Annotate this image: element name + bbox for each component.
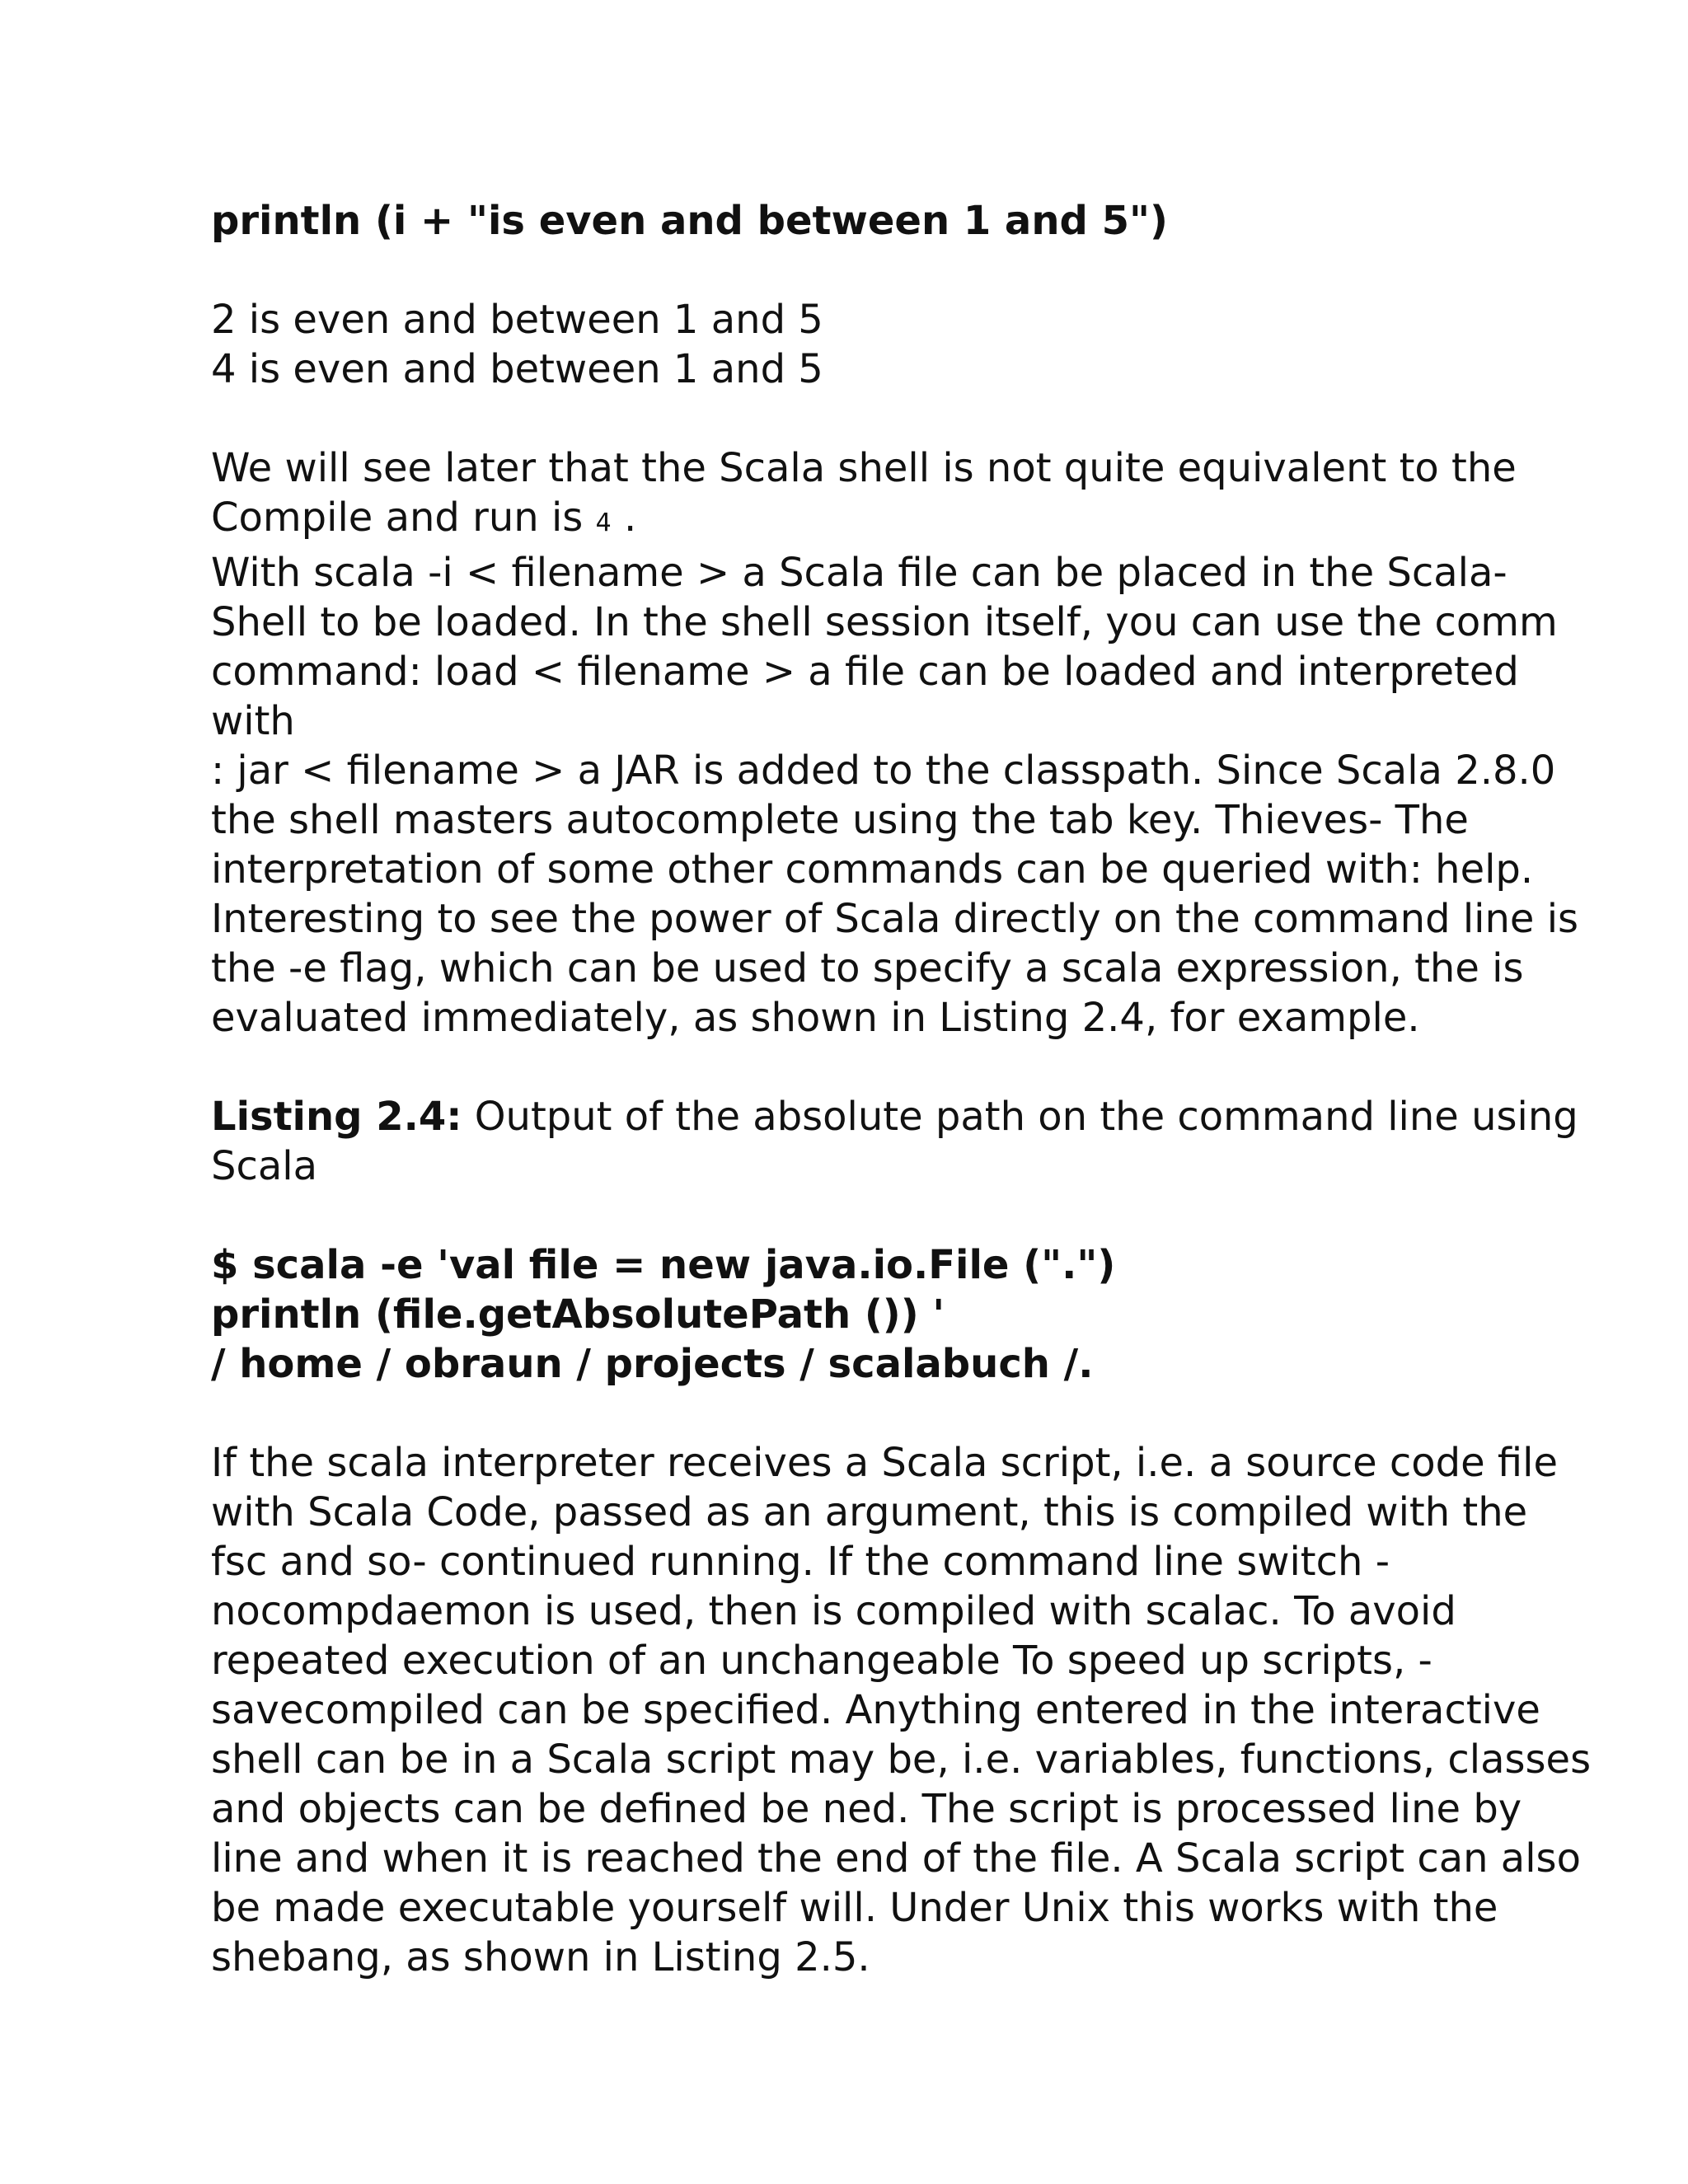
- page-content: [211, 196, 1592, 1982]
- paragraph-line: repeated execution of an unchangeable To speed up scripts, -: [211, 1638, 1432, 1684]
- listing-label: Listing 2.4:: [211, 1094, 462, 1140]
- paragraph-line: With scala -i < filename > a Scala file can be placed in the Scala-: [211, 550, 1507, 596]
- paragraph-line: command: load < filename > a file can be loaded and interpreted: [211, 649, 1519, 695]
- paragraph-line: be made executable yourself will. Under Unix this works with the: [211, 1885, 1498, 1931]
- footnote-marker: 4: [595, 509, 612, 537]
- paragraph-text: Compile and run is: [211, 494, 584, 541]
- paragraph-line: shebang, as shown in Listing 2.5.: [211, 1934, 870, 1980]
- spacer: [211, 1191, 1497, 1240]
- paragraph-line: the -e flag, which can be used to specify a scala expression, the is: [211, 945, 1524, 991]
- paragraph-line: shell can be in a Scala script may be, i.e. variables, functions, classes: [211, 1736, 1592, 1783]
- spacer: [211, 246, 1497, 295]
- code-line-println: println (i + "is even and between 1 and 5"): [211, 198, 1168, 244]
- paragraph-line: with Scala Code, passed as an argument, this is compiled with the: [211, 1489, 1528, 1535]
- output-line: 2 is even and between 1 and 5: [211, 297, 823, 343]
- code-line: $ scala -e 'val file = new java.io.File ("."): [211, 1242, 1116, 1288]
- paragraph-line: If the scala interpreter receives a Scala script, i.e. a source code file: [211, 1440, 1559, 1486]
- spacer: [211, 1389, 1497, 1438]
- output-line: 4 is even and between 1 and 5: [211, 346, 823, 392]
- paragraph-line: the shell masters autocomplete using the tab key. Thieves- The: [211, 797, 1469, 843]
- caption-line: Scala: [211, 1143, 318, 1189]
- caption-text: Output of the absolute path on the command line using: [462, 1094, 1578, 1140]
- spacer: [211, 1043, 1497, 1092]
- paragraph-line: : jar < filename > a JAR is added to the classpath. Since Scala 2.8.0: [211, 748, 1556, 794]
- code-listing: [211, 1240, 1497, 1389]
- paragraph-script: [211, 1438, 1592, 1982]
- caption-line: [211, 1092, 1578, 1141]
- paragraph-line: savecompiled can be specified. Anything entered in the interactive: [211, 1687, 1540, 1733]
- listing-caption: [211, 1092, 1578, 1191]
- code-line: / home / obraun / projects / scalabuch /.: [211, 1341, 1094, 1387]
- paragraph-line: nocompdaemon is used, then is compiled with scalac. To avoid: [211, 1588, 1456, 1634]
- paragraph-line: interpretation of some other commands can be queried with: help.: [211, 846, 1534, 893]
- code-line: println (file.getAbsolutePath ()) ': [211, 1291, 945, 1338]
- paragraph-text: .: [623, 494, 637, 541]
- spacer: [211, 394, 1497, 443]
- paragraph-line: evaluated immediately, as shown in Listing 2.4, for example.: [211, 995, 1420, 1041]
- paragraph-shell: [211, 443, 1579, 1043]
- paragraph-line: fsc and so- continued running. If the command line switch -: [211, 1539, 1390, 1585]
- paragraph-line: and objects can be defined be ned. The script is processed line by: [211, 1786, 1522, 1832]
- paragraph-line: with: [211, 698, 295, 744]
- paragraph-line: line and when it is reached the end of the file. A Scala script can also: [211, 1835, 1581, 1882]
- paragraph-line: [211, 493, 1497, 548]
- paragraph-line: We will see later that the Scala shell is not quite equivalent to the: [211, 445, 1517, 491]
- paragraph-line: Shell to be loaded. In the shell session itself, you can use the comm: [211, 599, 1558, 645]
- paragraph-line: Interesting to see the power of Scala directly on the command line is: [211, 896, 1579, 942]
